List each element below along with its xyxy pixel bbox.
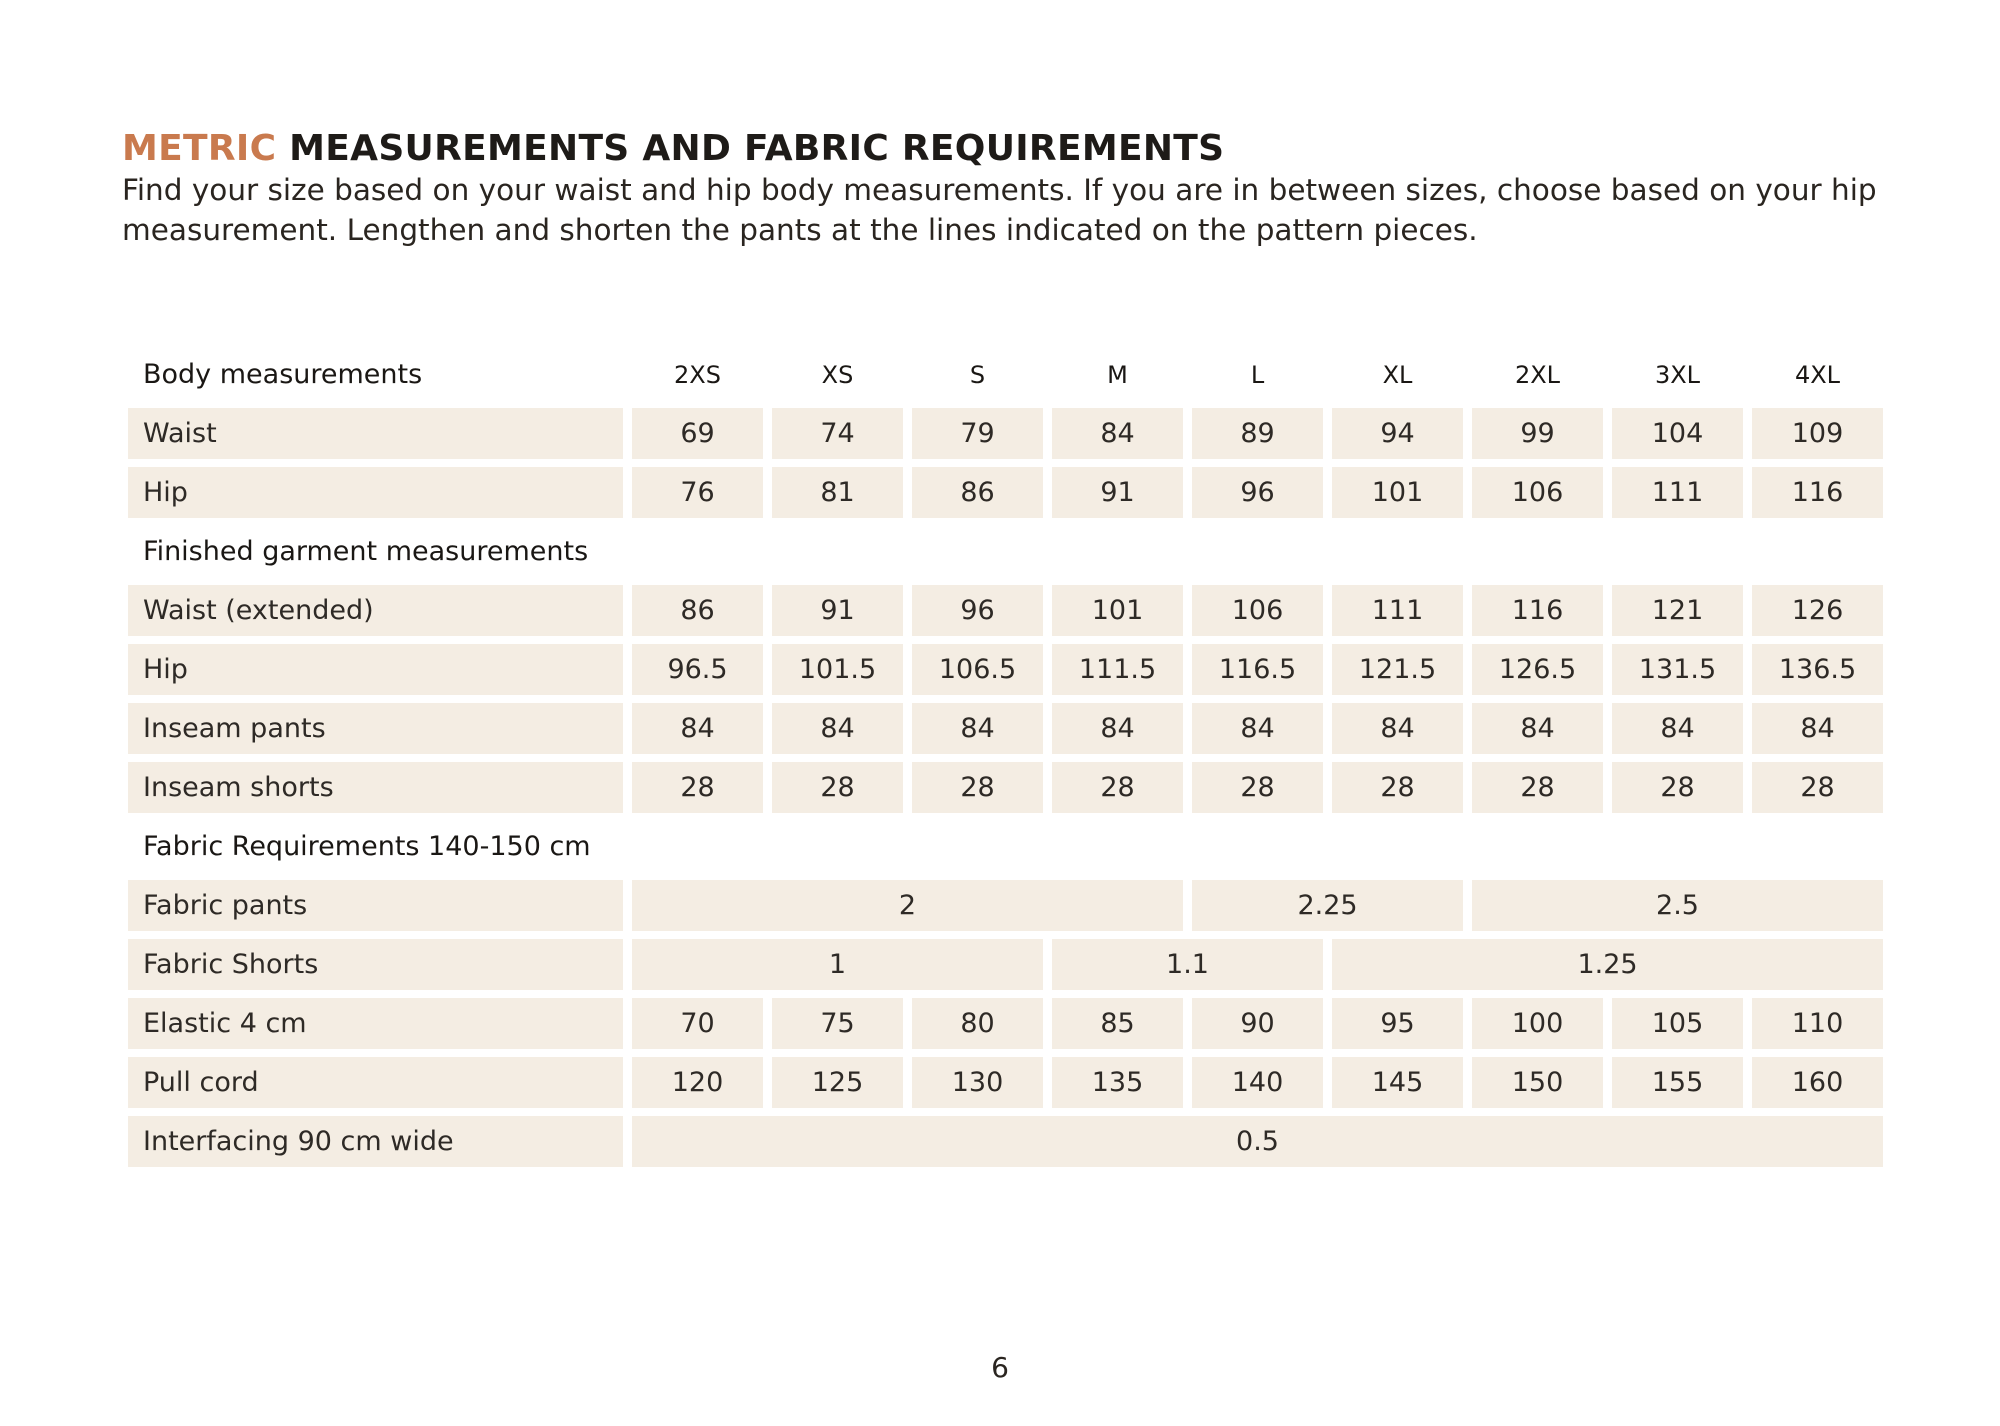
table-cell: 74 bbox=[772, 408, 903, 459]
row-label-interfacing-90-cm-wide: Interfacing 90 cm wide bbox=[128, 1116, 623, 1167]
row-label-waist: Waist bbox=[128, 408, 623, 459]
table-cell: 70 bbox=[632, 998, 763, 1049]
table-cell: 84 bbox=[1332, 703, 1463, 754]
intro-paragraph: Find your size based on your waist and hip body measurements. If you are in between sizes, choose based on your hip measurement. Lengthen and shorten the pants at the lines indicated on the pattern pieces. bbox=[122, 173, 1877, 247]
table-cell: 75 bbox=[772, 998, 903, 1049]
page-title bbox=[122, 128, 1224, 169]
table-cell: 28 bbox=[1752, 762, 1883, 813]
size-header-2xs: 2XS bbox=[674, 360, 721, 389]
table-cell: 145 bbox=[1332, 1057, 1463, 1108]
size-header-xs: XS bbox=[821, 360, 854, 389]
row-label-hip: Hip bbox=[128, 644, 623, 695]
table-cell: 28 bbox=[1052, 762, 1183, 813]
table-cell: 84 bbox=[1192, 703, 1323, 754]
table-cell: 86 bbox=[912, 467, 1043, 518]
table-cell: 84 bbox=[1612, 703, 1743, 754]
table-cell: 116 bbox=[1752, 467, 1883, 518]
table-cell: 80 bbox=[912, 998, 1043, 1049]
table-cell: 94 bbox=[1332, 408, 1463, 459]
row-label-waist-extended: Waist (extended) bbox=[128, 585, 623, 636]
table-cell: 116 bbox=[1472, 585, 1603, 636]
page-number: 6 bbox=[991, 1351, 1009, 1384]
table-cell: 28 bbox=[1612, 762, 1743, 813]
table-cell: 84 bbox=[772, 703, 903, 754]
row-label-elastic-4-cm: Elastic 4 cm bbox=[128, 998, 623, 1049]
table-cell: 131.5 bbox=[1612, 644, 1743, 695]
size-header-xl: XL bbox=[1382, 360, 1413, 389]
section-heading-fabric-requirements-140-150-cm: Fabric Requirements 140-150 cm bbox=[143, 831, 591, 862]
size-header-s: S bbox=[969, 360, 986, 389]
table-cell: 109 bbox=[1752, 408, 1883, 459]
table-cell: 106.5 bbox=[912, 644, 1043, 695]
section-heading-finished-garment-measurements: Finished garment measurements bbox=[143, 536, 589, 567]
row-label-inseam-shorts: Inseam shorts bbox=[128, 762, 623, 813]
table-cell: 121.5 bbox=[1332, 644, 1463, 695]
table-cell: 84 bbox=[912, 703, 1043, 754]
table-cell: 160 bbox=[1752, 1057, 1883, 1108]
row-label-fabric-shorts: Fabric Shorts bbox=[128, 939, 623, 990]
table-cell: 28 bbox=[632, 762, 763, 813]
table-cell: 90 bbox=[1192, 998, 1323, 1049]
table-cell: 1.1 bbox=[1052, 939, 1323, 990]
table-cell: 91 bbox=[1052, 467, 1183, 518]
size-header-m: M bbox=[1107, 360, 1128, 389]
table-cell: 84 bbox=[1472, 703, 1603, 754]
table-cell: 126.5 bbox=[1472, 644, 1603, 695]
table-cell: 28 bbox=[772, 762, 903, 813]
table-cell: 111 bbox=[1612, 467, 1743, 518]
table-cell: 121 bbox=[1612, 585, 1743, 636]
table-cell: 84 bbox=[1052, 703, 1183, 754]
table-cell: 126 bbox=[1752, 585, 1883, 636]
table-cell: 1 bbox=[632, 939, 1043, 990]
table-cell: 79 bbox=[912, 408, 1043, 459]
table-cell: 106 bbox=[1192, 585, 1323, 636]
table-cell: 130 bbox=[912, 1057, 1043, 1108]
table-cell: 95 bbox=[1332, 998, 1463, 1049]
title-accent: METRIC bbox=[122, 128, 277, 169]
table-cell: 76 bbox=[632, 467, 763, 518]
table-cell: 100 bbox=[1472, 998, 1603, 1049]
table-cell: 120 bbox=[632, 1057, 763, 1108]
row-label-pull-cord: Pull cord bbox=[128, 1057, 623, 1108]
section-spacer bbox=[632, 821, 1883, 872]
table-cell: 1.25 bbox=[1332, 939, 1883, 990]
title-rest: MEASUREMENTS AND FABRIC REQUIREMENTS bbox=[276, 128, 1225, 169]
table-cell: 96.5 bbox=[632, 644, 763, 695]
row-label-inseam-pants: Inseam pants bbox=[128, 703, 623, 754]
row-label-hip: Hip bbox=[128, 467, 623, 518]
table-cell: 0.5 bbox=[632, 1116, 1883, 1167]
table-cell: 86 bbox=[632, 585, 763, 636]
table-cell: 99 bbox=[1472, 408, 1603, 459]
table-cell: 84 bbox=[632, 703, 763, 754]
table-cell: 96 bbox=[912, 585, 1043, 636]
size-header-2xl: 2XL bbox=[1514, 360, 1561, 389]
table-cell: 110 bbox=[1752, 998, 1883, 1049]
section-spacer bbox=[632, 526, 1883, 577]
table-cell: 101 bbox=[1052, 585, 1183, 636]
table-cell: 96 bbox=[1192, 467, 1323, 518]
table-cell: 104 bbox=[1612, 408, 1743, 459]
table-cell: 2.25 bbox=[1192, 880, 1463, 931]
table-cell: 140 bbox=[1192, 1057, 1323, 1108]
table-cell: 101.5 bbox=[772, 644, 903, 695]
table-cell: 28 bbox=[1192, 762, 1323, 813]
table-cell: 28 bbox=[1472, 762, 1603, 813]
table-cell: 85 bbox=[1052, 998, 1183, 1049]
table-cell: 84 bbox=[1752, 703, 1883, 754]
table-cell: 155 bbox=[1612, 1057, 1743, 1108]
table-cell: 81 bbox=[772, 467, 903, 518]
table-cell: 91 bbox=[772, 585, 903, 636]
table-cell: 89 bbox=[1192, 408, 1323, 459]
table-cell: 106 bbox=[1472, 467, 1603, 518]
table-cell: 111 bbox=[1332, 585, 1463, 636]
table-cell: 150 bbox=[1472, 1057, 1603, 1108]
table-cell: 136.5 bbox=[1752, 644, 1883, 695]
size-header-l: L bbox=[1250, 360, 1265, 389]
table-cell: 125 bbox=[772, 1057, 903, 1108]
table-cell: 2.5 bbox=[1472, 880, 1883, 931]
table-cell: 111.5 bbox=[1052, 644, 1183, 695]
table-cell: 105 bbox=[1612, 998, 1743, 1049]
table-cell: 28 bbox=[1332, 762, 1463, 813]
section-heading-body-measurements: Body measurements bbox=[143, 359, 423, 390]
measurements-table bbox=[128, 349, 1883, 1167]
size-header-3xl: 3XL bbox=[1654, 360, 1701, 389]
size-header-4xl: 4XL bbox=[1794, 360, 1841, 389]
table-cell: 135 bbox=[1052, 1057, 1183, 1108]
table-cell: 28 bbox=[912, 762, 1043, 813]
table-cell: 116.5 bbox=[1192, 644, 1323, 695]
table-cell: 2 bbox=[632, 880, 1183, 931]
row-label-fabric-pants: Fabric pants bbox=[128, 880, 623, 931]
table-cell: 101 bbox=[1332, 467, 1463, 518]
table-cell: 69 bbox=[632, 408, 763, 459]
table-cell: 84 bbox=[1052, 408, 1183, 459]
